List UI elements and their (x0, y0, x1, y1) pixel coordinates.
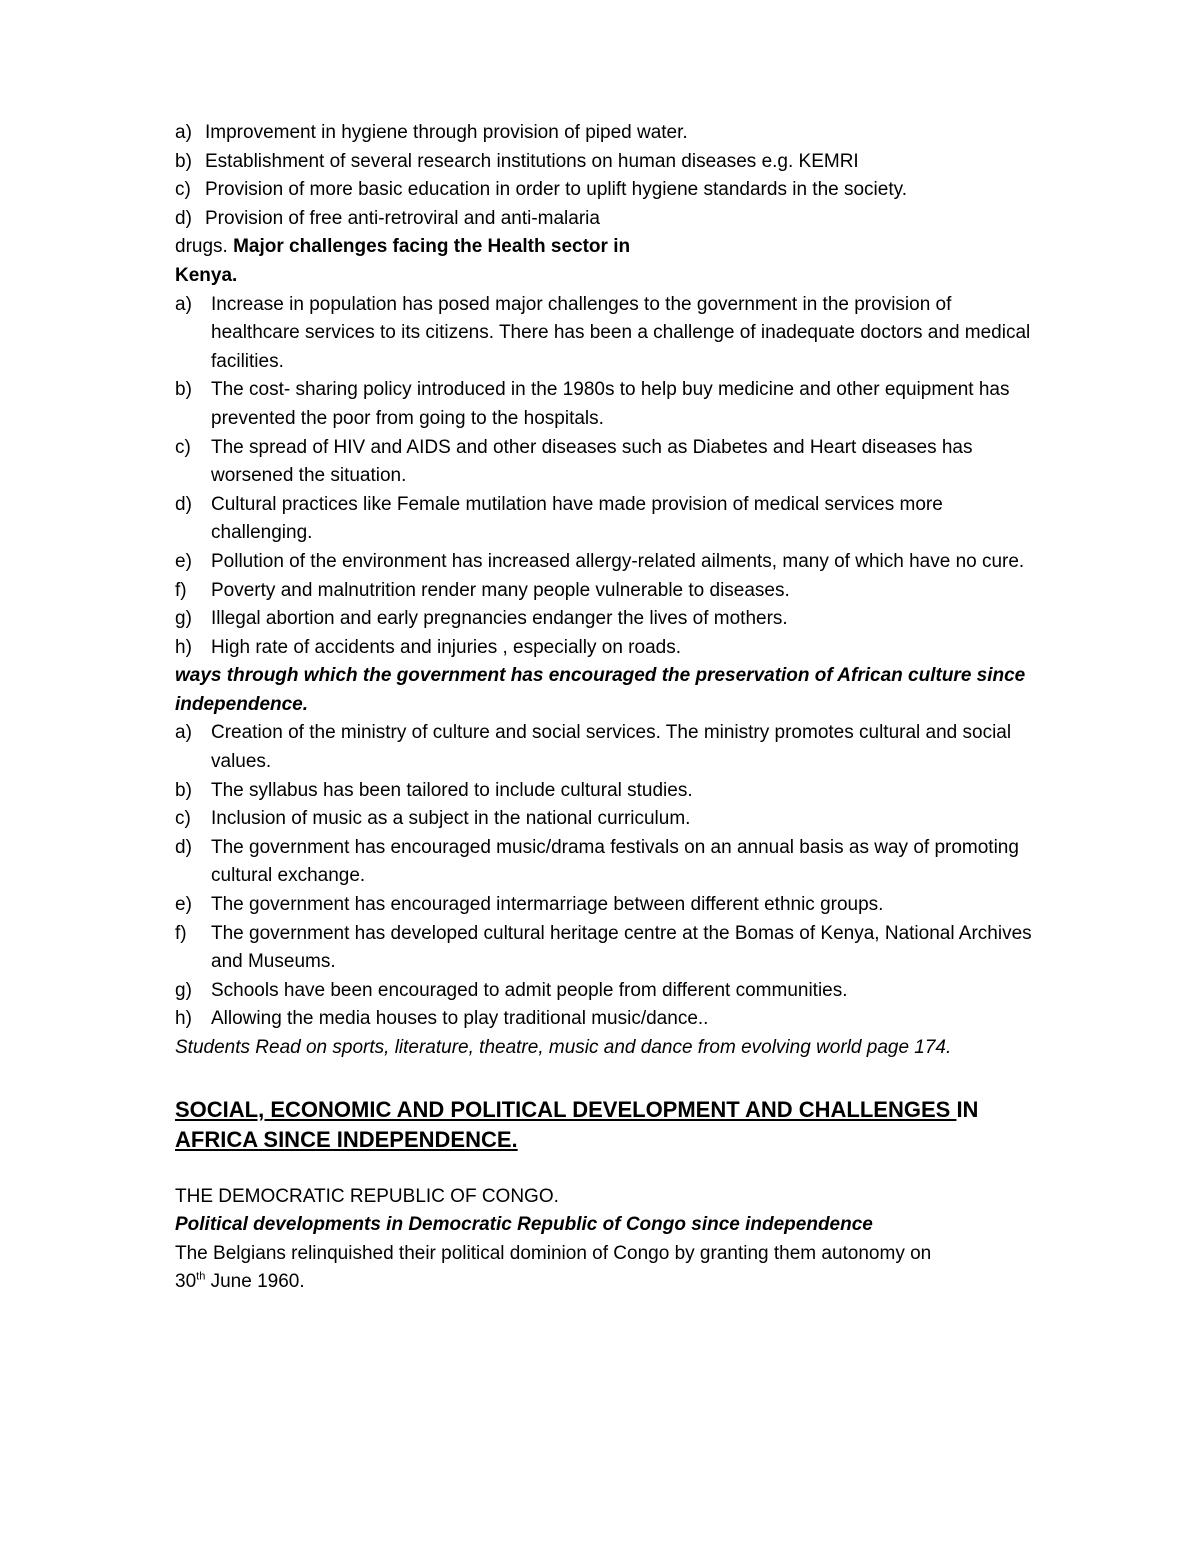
intro-item-c (175, 176, 1045, 205)
list-item-text: Poverty and malnutrition render many people vulnerable to diseases. (211, 579, 790, 601)
list-item-text: Allowing the media houses to play traditional music/dance.. (211, 1008, 709, 1030)
drc-date-rest: June 1960. (205, 1271, 305, 1293)
culture-item (175, 719, 1045, 776)
section-heading-plain: IN (956, 1096, 979, 1122)
challenge-item (175, 291, 1045, 377)
list-item-text: The syllabus has been tailored to include cultural studies. (211, 779, 693, 801)
challenges-heading: Major challenges facing the Health sector in (233, 236, 631, 258)
culture-item (175, 1005, 1045, 1034)
drc-paragraph-text: The Belgians relinquished their political dominion of Congo by granting them autonomy on (175, 1242, 932, 1264)
list-marker: f) (175, 579, 187, 601)
list-item-text: Provision of more basic education in order to uplift hygiene standards in the society. (205, 179, 907, 201)
list-item-text: The government has encouraged music/drama festivals on an annual basis as way of promoting cultural exchange. (211, 836, 1019, 887)
list-marker: d) (175, 493, 192, 515)
challenge-item (175, 491, 1045, 548)
challenges-heading-line1 (175, 233, 1045, 262)
list-item-text: The cost- sharing policy introduced in the 1980s to help buy medicine and other equipment has prevented the poor from going to the hospitals. (211, 379, 1010, 429)
list-marker: a) (175, 722, 192, 744)
culture-item (175, 805, 1045, 834)
page-content (175, 119, 1045, 1297)
list-marker: h) (175, 1008, 192, 1030)
list-item-text: Schools have been encouraged to admit people from different communities. (211, 979, 848, 1001)
challenges-heading-line2: Kenya. (175, 264, 238, 286)
list-marker: g) (175, 979, 192, 1001)
list-marker: a) (175, 293, 192, 315)
list-marker: a) (175, 122, 192, 143)
list-marker: f) (175, 922, 187, 944)
list-marker: h) (175, 636, 192, 658)
list-marker: e) (175, 550, 192, 572)
section-heading-line2: AFRICA SINCE INDEPENDENCE. (175, 1126, 518, 1152)
challenge-item (175, 634, 1045, 663)
list-marker: c) (175, 179, 191, 201)
list-item-text: Cultural practices like Female mutilation have made provision of medical services more challenging. (211, 493, 943, 544)
list-item-text: The spread of HIV and AIDS and other diseases such as Diabetes and Heart diseases has worsened the situation. (211, 436, 973, 487)
intro-item-b (175, 148, 1045, 177)
challenge-item (175, 434, 1045, 491)
list-item-text: Establishment of several research institutions on human diseases e.g. KEMRI (205, 150, 859, 172)
list-item-text: High rate of accidents and injuries , especially on roads. (211, 636, 681, 658)
list-item-text: Increase in population has posed major challenges to the government in the provision of healthcare services to its citizens. There has been a challenge of inadequate doctors and medical facilities. (211, 293, 1031, 372)
list-item-text: Pollution of the environment has increased allergy-related ailments, many of which have no cure. (211, 550, 1025, 572)
drc-subtitle: Political developments in Democratic Republic of Congo since independence (175, 1214, 873, 1236)
list-marker: b) (175, 379, 192, 401)
culture-item (175, 977, 1045, 1006)
drc-date-sup: th (196, 1271, 206, 1284)
list-marker: d) (175, 836, 192, 858)
challenge-item (175, 605, 1045, 634)
challenge-item (175, 376, 1045, 433)
list-marker: d) (175, 207, 192, 229)
challenge-item (175, 577, 1045, 606)
list-item-text: Illegal abortion and early pregnancies endanger the lives of mothers. (211, 608, 788, 630)
list-item-text: Improvement in hygiene through provision of piped water. (205, 122, 688, 143)
intro-item-d (175, 205, 1045, 234)
list-item-text: Creation of the ministry of culture and social services. The ministry promotes cultural and social values. (211, 722, 1012, 773)
culture-item (175, 834, 1045, 891)
list-item-text: The government has encouraged intermarriage between different ethnic groups. (211, 894, 884, 916)
list-marker: c) (175, 808, 191, 830)
list-marker: b) (175, 150, 192, 172)
students-note: Students Read on sports, literature, theatre, music and dance from evolving world page 174. (175, 1037, 952, 1058)
list-marker: c) (175, 436, 191, 458)
culture-list (175, 719, 1045, 1034)
challenge-item (175, 548, 1045, 577)
section-heading (175, 1095, 1045, 1155)
list-item-text: Inclusion of music as a subject in the national curriculum. (211, 808, 691, 830)
list-item-text: The government has developed cultural heritage centre at the Bomas of Kenya, National Archives and Museums. (211, 922, 1032, 973)
drc-paragraph (175, 1240, 1045, 1297)
drc-title: THE DEMOCRATIC REPUBLIC OF CONGO. (175, 1185, 559, 1207)
challenges-list (175, 291, 1045, 663)
list-marker: e) (175, 894, 192, 916)
drugs-lead-text: drugs. (175, 236, 228, 258)
culture-item (175, 777, 1045, 806)
intro-item-a (175, 119, 1045, 148)
list-marker: b) (175, 779, 192, 801)
drc-date-number: 30 (175, 1271, 197, 1293)
culture-heading: ways through which the government has encouraged the preservation of African culture since independence. (175, 665, 1026, 715)
list-marker: g) (175, 608, 192, 630)
culture-item (175, 891, 1045, 920)
list-item-text: Provision of free anti-retroviral and anti-malaria (205, 207, 600, 229)
section-heading-underlined: SOCIAL, ECONOMIC AND POLITICAL DEVELOPMENT AND CHALLENGES (175, 1096, 957, 1122)
culture-item (175, 920, 1045, 977)
